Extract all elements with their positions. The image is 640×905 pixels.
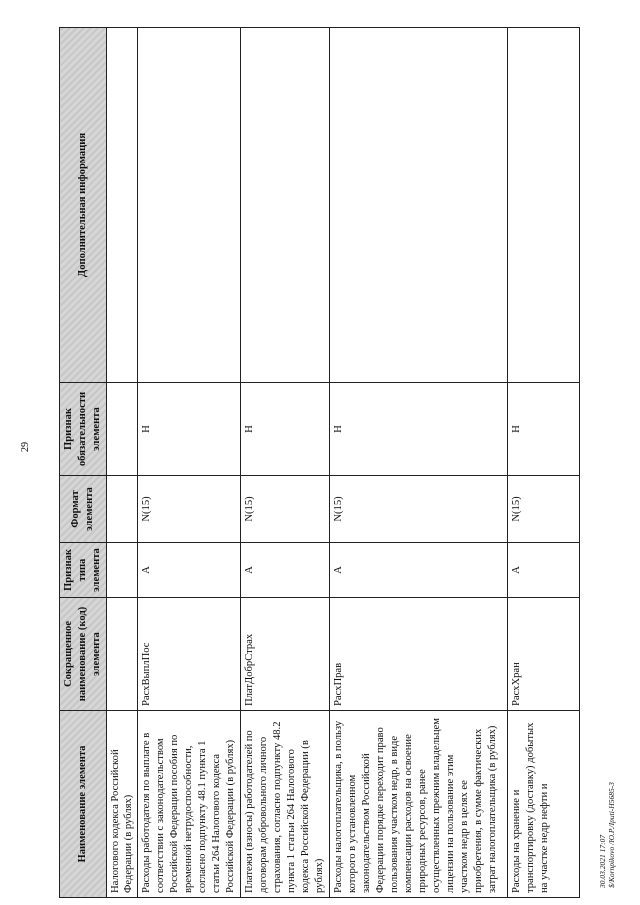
element-required: Н <box>508 383 580 476</box>
empty-cell <box>107 476 138 543</box>
document-footer <box>598 782 616 888</box>
continuation-cell: Налогового кодекса Российской Федерации (в рублях) <box>107 711 138 898</box>
element-info <box>508 28 580 383</box>
element-required: Н <box>330 383 508 476</box>
element-table <box>59 27 580 898</box>
element-format: N(15) <box>241 476 330 543</box>
element-name: Платежи (взносы) работодателей по договорам добровольного личного страхования, согласно подпункту 48.2 пункта 1 статьи 264 Налогового кодекса Российской Федерации (в рублях) <box>241 711 330 898</box>
header-required: Признак обязательности элемента <box>60 383 107 476</box>
table-row <box>138 28 241 898</box>
element-type: А <box>241 543 330 598</box>
element-code: РасхХран <box>508 598 580 711</box>
empty-cell <box>107 543 138 598</box>
element-type: А <box>330 543 508 598</box>
element-info <box>138 28 241 383</box>
element-name: Расходы на хранение и транспортировку (доставку) добытых на участке недр нефти и <box>508 711 580 898</box>
element-required: Н <box>138 383 241 476</box>
footer-path: $/Kornpikovo /Ю.Р./Iputi-H5685-3 <box>607 782 616 888</box>
header-type: Признак типа элемента <box>60 543 107 598</box>
element-type: А <box>508 543 580 598</box>
table-row <box>241 28 330 898</box>
empty-cell <box>107 598 138 711</box>
header-code: Сокращенное наименование (код) элемента <box>60 598 107 711</box>
table-row <box>107 28 138 898</box>
element-type: А <box>138 543 241 598</box>
page-number: 29 <box>20 442 31 452</box>
element-name: Расходы работодателя по выплате в соответствии с законодательством Российской Федерации пособия по временной нетрудоспособности, согласно подпункту 48.1 пункта 1 статьи 264 Налогового кодекса Российской Федерации (в рублях) <box>138 711 241 898</box>
element-code: РасхВыплПос <box>138 598 241 711</box>
empty-cell <box>107 28 138 383</box>
element-info <box>330 28 508 383</box>
footer-timestamp: 30.03.2021 17:07 <box>598 834 607 888</box>
element-format: N(15) <box>330 476 508 543</box>
element-code: ПлатДобрСтрах <box>241 598 330 711</box>
element-info <box>241 28 330 383</box>
empty-cell <box>107 383 138 476</box>
rotated-table-container <box>59 28 574 898</box>
header-name: Наименование элемента <box>60 711 107 898</box>
header-format: Формат элемента <box>60 476 107 543</box>
header-row <box>60 28 107 898</box>
header-info: Дополнительная информация <box>60 28 107 383</box>
element-code: РасхПрав <box>330 598 508 711</box>
element-required: Н <box>241 383 330 476</box>
element-format: N(15) <box>138 476 241 543</box>
element-name: Расходы налогоплательщика, в пользу которого в установленном законодательством Российской Федерации порядке переходит право пользования участком недр, в виде компенсации расходов на освоение природных ресурсов, ранее осуществленных прежним владельцем лицензии на пользование этим участком недр в целях ее приобретения, в сумме фактических затрат налогоплательщика (в рублях) <box>330 711 508 898</box>
element-format: N(15) <box>508 476 580 543</box>
table-row <box>508 28 580 898</box>
table-row <box>330 28 508 898</box>
